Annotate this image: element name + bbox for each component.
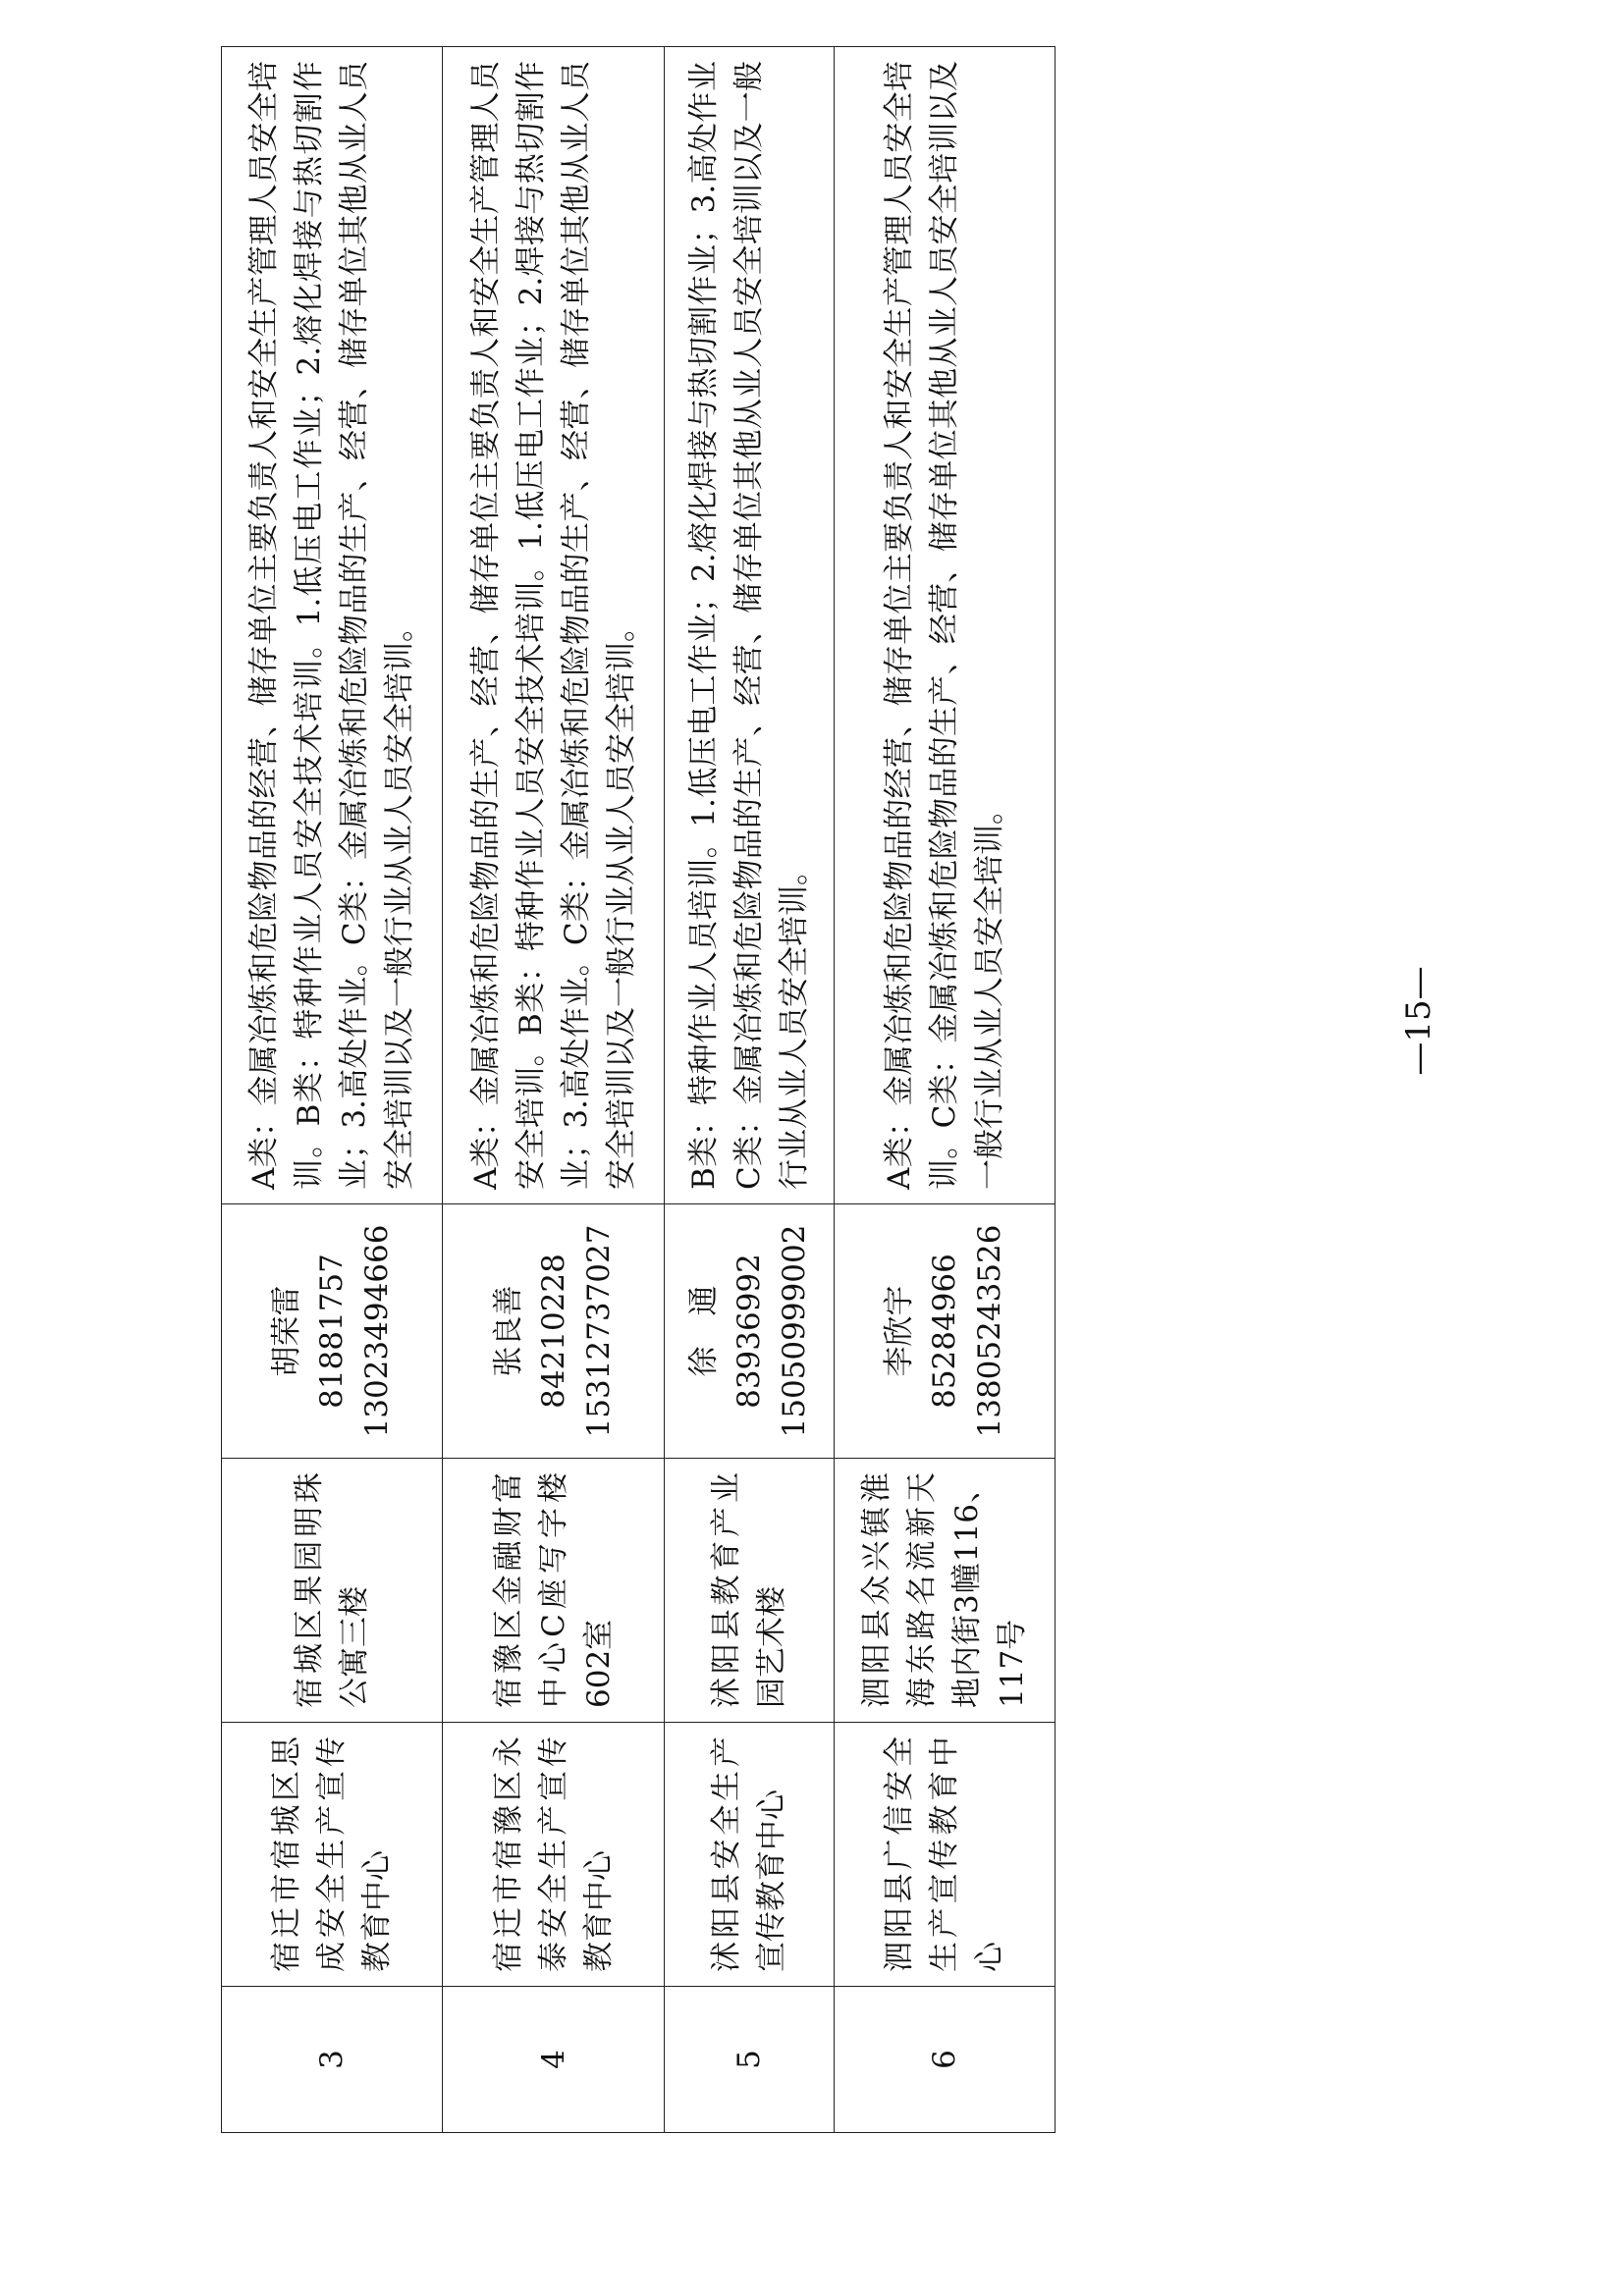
- institution-address: 宿城区果园明珠公寓三楼: [222, 1459, 443, 1723]
- table-row: [443, 47, 664, 2133]
- contact-phone: 84210228: [535, 1254, 571, 1409]
- contact-mobile: 13023494666: [359, 1224, 396, 1438]
- training-scope: A类：金属冶炼和危险物品的经营、储存单位主要负责人和安全生产管理人员安全培训。C类：金属冶炼和危险物品的生产、经营、储存单位其他从业人员安全培训以及一般行业从业人员安全培训。: [834, 47, 1055, 1204]
- contact-cell: [664, 1204, 834, 1459]
- contact-name: 胡荣雷: [269, 1285, 305, 1377]
- page-number: —15—: [1399, 966, 1438, 1076]
- table-row: [664, 47, 834, 2133]
- row-number: 3: [222, 1987, 443, 2133]
- contact-name: 徐 通: [685, 1285, 722, 1377]
- contact-cell: [443, 1204, 664, 1459]
- row-number: 5: [664, 1987, 834, 2133]
- institution-address: 泗阳县众兴镇淮海东路名流新天地内街3幢116、117号: [834, 1459, 1055, 1723]
- contact-phone: 85284966: [926, 1254, 962, 1409]
- training-scope: B类：特种作业人员培训。1.低压电工作业；2.熔化焊接与热切割作业；3.高处作业C类：金属冶炼和危险物品的生产、经营、储存单位其他从业人员安全培训以及一般行业从业人员安全培训。: [664, 47, 834, 1204]
- institution-name: 沭阳县安全生产宣传教育中心: [664, 1723, 834, 1987]
- row-number: 4: [443, 1987, 664, 2133]
- table-row: [834, 47, 1055, 2133]
- training-institutions-table: [221, 46, 1056, 2133]
- contact-mobile: 15050999002: [776, 1224, 812, 1438]
- contact-name: 张良善: [490, 1285, 526, 1377]
- contact-cell: [222, 1204, 443, 1459]
- row-number: 6: [834, 1987, 1055, 2133]
- rotated-table-wrapper: [221, 61, 1056, 2133]
- institution-name: 宿迁市宿城区思成安全生产宣传教育中心: [222, 1723, 443, 1987]
- institution-address: 沭阳县教育产业园艺术楼: [664, 1459, 834, 1723]
- contact-phone: 83936992: [731, 1254, 767, 1409]
- table-row: [222, 47, 443, 2133]
- institution-address: 宿豫区金融财富中心C座写字楼602室: [443, 1459, 664, 1723]
- institution-name: 泗阳县广信安全生产宣传教育中心: [834, 1723, 1055, 1987]
- training-scope: A类：金属冶炼和危险物品的生产、经营、储存单位主要负责人和安全生产管理人员安全培训。B类：特种作业人员安全技术培训。1.低压电工作业；2.焊接与热切割作业；3.高处作业。C类：金属冶炼和危险物品的生产、经营、储存单位其他从业人员安全培训以及一般行业从业人员安全培训。: [443, 47, 664, 1204]
- contact-mobile: 13805243526: [971, 1224, 1007, 1438]
- contact-phone: 81881757: [314, 1254, 351, 1409]
- contact-mobile: 15312737027: [580, 1224, 617, 1438]
- contact-name: 李欣宇: [881, 1285, 917, 1377]
- training-scope: A类：金属冶炼和危险物品的经营、储存单位主要负责人和安全生产管理人员安全培训。B类：特种作业人员安全技术培训。1.低压电工作业；2.熔化焊接与热切割作业；3.高处作业。C类：金属冶炼和危险物品的生产、经营、储存单位其他从业人员安全培训以及一般行业从业人员安全培训。: [222, 47, 443, 1204]
- institution-name: 宿迁市宿豫区永泰安全生产宣传教育中心: [443, 1723, 664, 1987]
- contact-cell: [834, 1204, 1055, 1459]
